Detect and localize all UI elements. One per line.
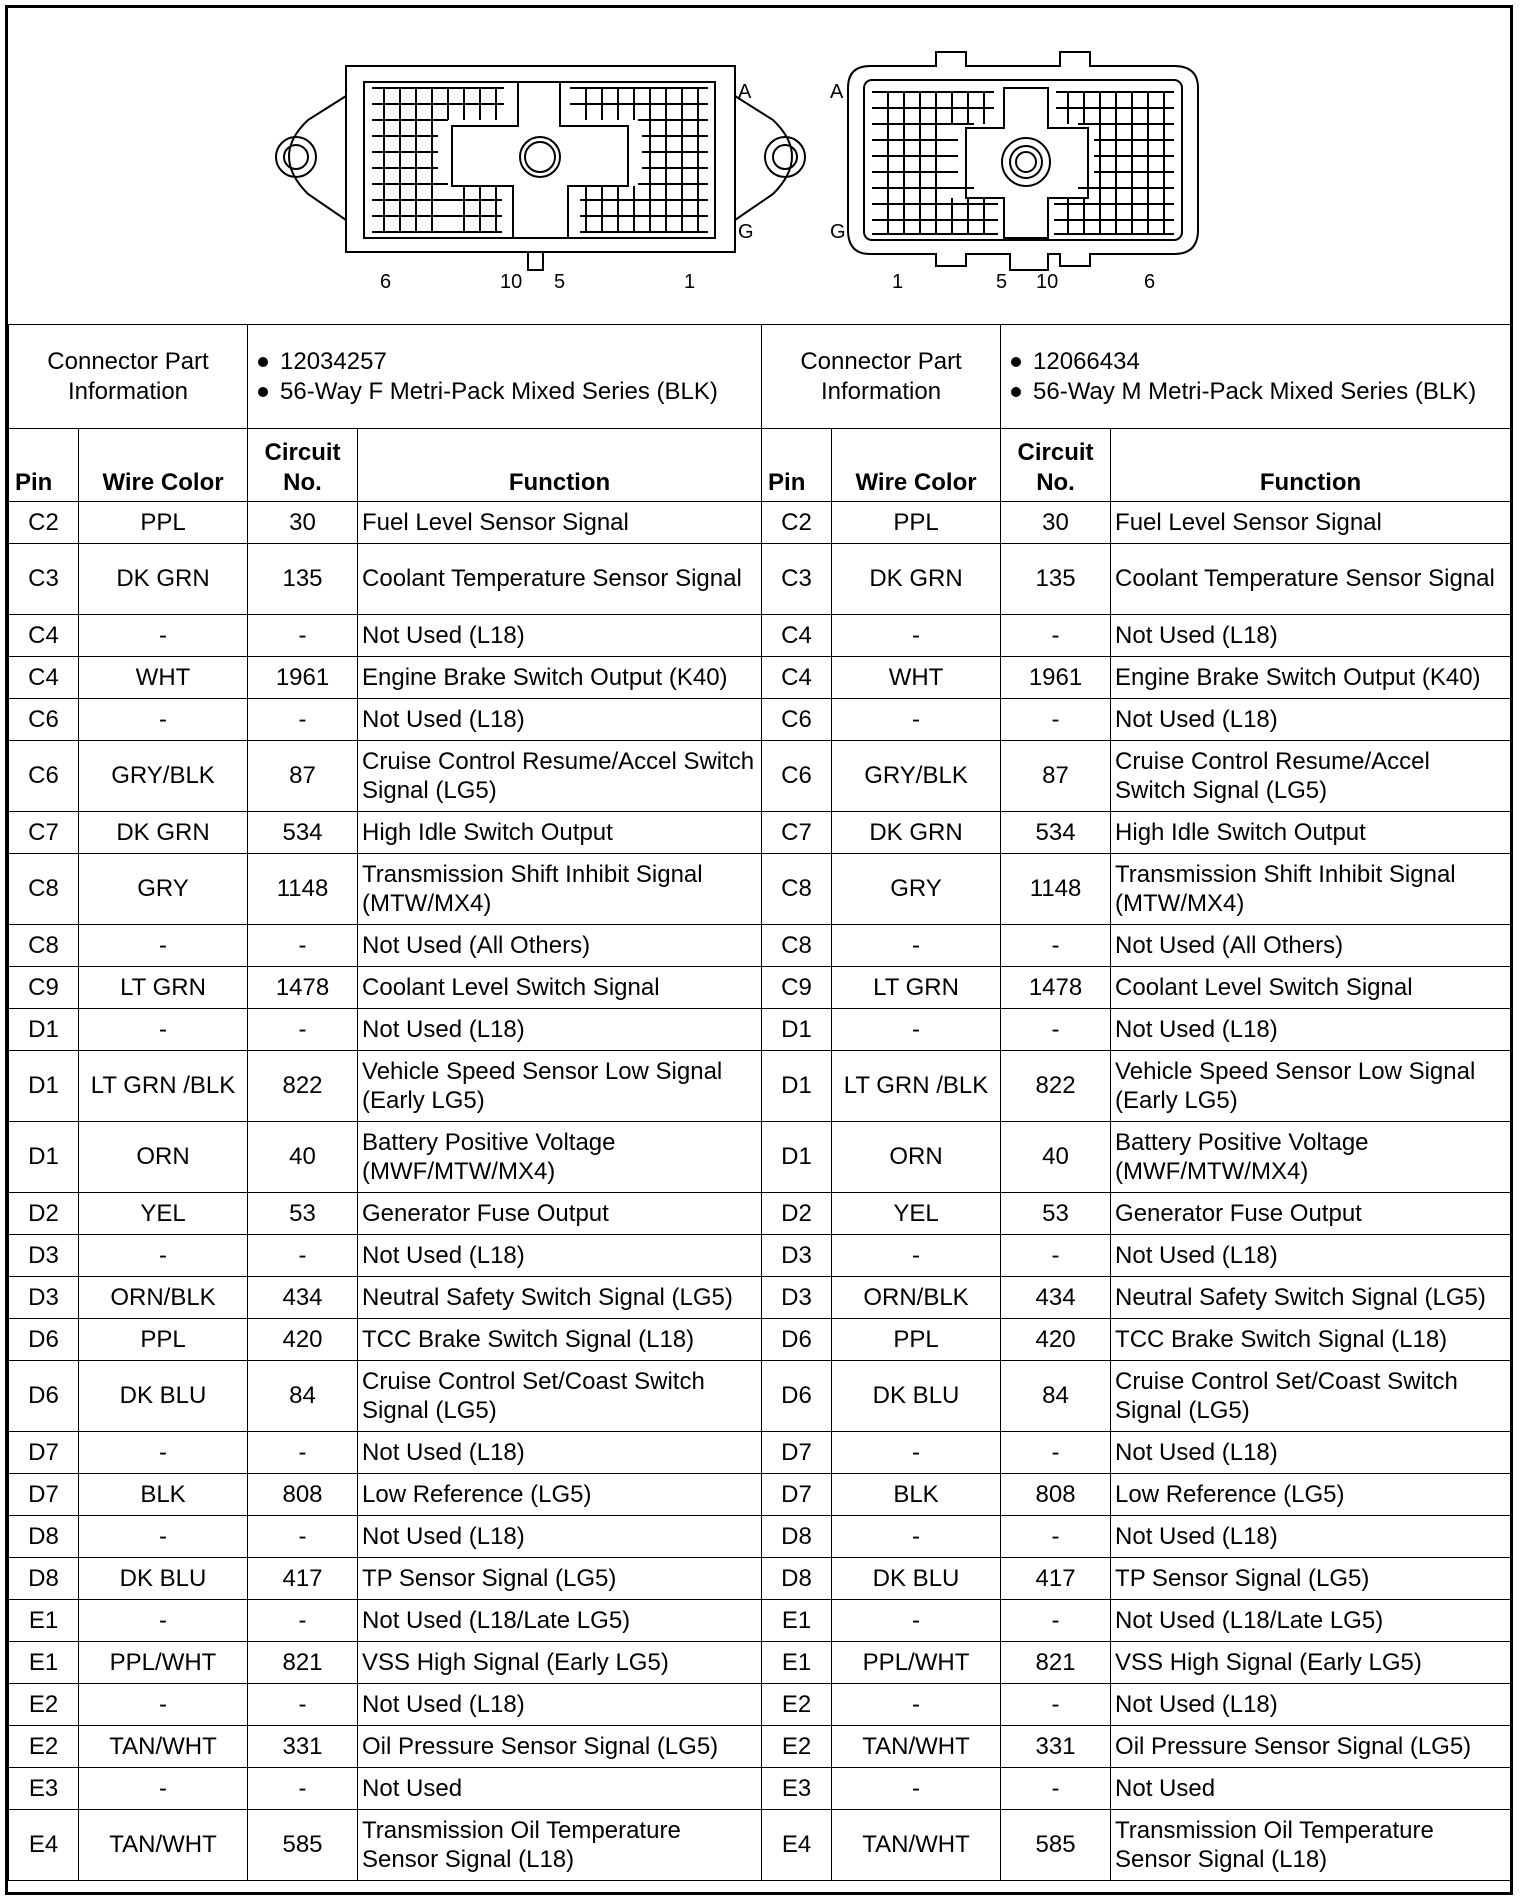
wire-color-cell: ORN — [79, 1122, 248, 1193]
function-cell: TP Sensor Signal (LG5) — [1111, 1558, 1511, 1600]
wire-color-cell: - — [832, 615, 1001, 657]
wire-color-cell: WHT — [79, 657, 248, 699]
function-cell: Neutral Safety Switch Signal (LG5) — [1111, 1277, 1511, 1319]
table-row — [9, 1361, 1511, 1432]
pin-cell: C6 — [762, 741, 832, 812]
pinout-table — [8, 324, 1511, 1881]
circuit-cell: - — [248, 615, 358, 657]
wire-color-cell: PPL — [79, 1319, 248, 1361]
wire-color-cell: GRY/BLK — [832, 741, 1001, 812]
circuit-cell: 534 — [1001, 812, 1111, 854]
circuit-cell: 1961 — [1001, 657, 1111, 699]
female-col-label: 1 — [684, 271, 696, 293]
pin-cell: C9 — [762, 967, 832, 1009]
function-cell: Oil Pressure Sensor Signal (LG5) — [358, 1726, 762, 1768]
wire-color-cell: - — [79, 1432, 248, 1474]
wire-color-cell: LT GRN /BLK — [832, 1051, 1001, 1122]
wire-color-cell: DK BLU — [832, 1361, 1001, 1432]
col-header-wire-color: Wire Color — [79, 429, 248, 502]
pin-cell: D6 — [9, 1361, 79, 1432]
pin-cell: C4 — [762, 615, 832, 657]
wire-color-cell: DK BLU — [832, 1558, 1001, 1600]
circuit-cell: 84 — [1001, 1361, 1111, 1432]
pin-cell: D7 — [9, 1432, 79, 1474]
wire-color-cell: - — [832, 1009, 1001, 1051]
function-cell: Not Used (L18) — [358, 1516, 762, 1558]
wire-color-cell: GRY — [832, 854, 1001, 925]
table-row — [9, 1319, 1511, 1361]
wire-color-cell: TAN/WHT — [832, 1726, 1001, 1768]
pin-cell: C4 — [762, 657, 832, 699]
circuit-cell: - — [1001, 1235, 1111, 1277]
circuit-cell: 821 — [1001, 1642, 1111, 1684]
function-cell: Coolant Temperature Sensor Signal — [1111, 544, 1511, 615]
wire-color-cell: - — [832, 699, 1001, 741]
wire-color-cell: - — [79, 1684, 248, 1726]
circuit-cell: - — [248, 1684, 358, 1726]
circuit-cell: 808 — [1001, 1474, 1111, 1516]
pin-cell: C2 — [9, 502, 79, 544]
table-row — [9, 1277, 1511, 1319]
circuit-cell: - — [248, 1432, 358, 1474]
wire-color-cell: - — [832, 1432, 1001, 1474]
function-cell: High Idle Switch Output — [1111, 812, 1511, 854]
function-cell: Not Used (All Others) — [358, 925, 762, 967]
circuit-cell: - — [248, 1235, 358, 1277]
table-row — [9, 1009, 1511, 1051]
wire-color-cell: - — [79, 1600, 248, 1642]
function-cell: Not Used (L18) — [358, 1009, 762, 1051]
pin-cell: C6 — [9, 699, 79, 741]
function-cell: TCC Brake Switch Signal (L18) — [1111, 1319, 1511, 1361]
function-cell: Not Used (L18) — [1111, 1432, 1511, 1474]
pin-cell: D3 — [762, 1277, 832, 1319]
pin-cell: C3 — [762, 544, 832, 615]
function-cell: Coolant Temperature Sensor Signal — [358, 544, 762, 615]
table-row — [9, 741, 1511, 812]
pin-cell: C2 — [762, 502, 832, 544]
function-cell: Battery Positive Voltage (MWF/MTW/MX4) — [1111, 1122, 1511, 1193]
connector-diagram-svg — [8, 8, 1510, 324]
function-cell: Cruise Control Resume/Accel Switch Signal (LG5) — [358, 741, 762, 812]
function-cell: TCC Brake Switch Signal (L18) — [358, 1319, 762, 1361]
table-row — [9, 657, 1511, 699]
part-description: 56-Way M Metri-Pack Mixed Series (BLK) — [1033, 377, 1504, 406]
pin-cell: D2 — [9, 1193, 79, 1235]
wire-color-cell: PPL/WHT — [832, 1642, 1001, 1684]
wire-color-cell: DK GRN — [79, 544, 248, 615]
circuit-cell: 331 — [248, 1726, 358, 1768]
wire-color-cell: - — [79, 1768, 248, 1810]
function-cell: Fuel Level Sensor Signal — [1111, 502, 1511, 544]
function-cell: TP Sensor Signal (LG5) — [358, 1558, 762, 1600]
circuit-cell: 417 — [1001, 1558, 1111, 1600]
female-col-label: 10 — [500, 271, 523, 293]
table-row — [9, 615, 1511, 657]
circuit-cell: 87 — [1001, 741, 1111, 812]
pin-cell: D3 — [762, 1235, 832, 1277]
function-cell: Coolant Level Switch Signal — [1111, 967, 1511, 1009]
wire-color-cell: TAN/WHT — [79, 1810, 248, 1881]
connector-info-right — [1001, 325, 1511, 429]
wire-color-cell: GRY — [79, 854, 248, 925]
pin-cell: D6 — [762, 1361, 832, 1432]
function-cell: Cruise Control Set/Coast Switch Signal (LG5) — [1111, 1361, 1511, 1432]
table-row — [9, 1474, 1511, 1516]
col-header-function: Function — [1111, 429, 1511, 502]
circuit-cell: 30 — [1001, 502, 1111, 544]
male-col-label: 1 — [892, 271, 904, 293]
wire-color-cell: LT GRN — [832, 967, 1001, 1009]
circuit-cell: - — [248, 699, 358, 741]
wire-color-cell: - — [79, 1235, 248, 1277]
wire-color-cell: DK GRN — [832, 544, 1001, 615]
wire-color-cell: LT GRN /BLK — [79, 1051, 248, 1122]
pin-cell: E2 — [762, 1726, 832, 1768]
circuit-cell: 135 — [248, 544, 358, 615]
pin-cell: E1 — [762, 1600, 832, 1642]
function-cell: Not Used (L18) — [358, 699, 762, 741]
circuit-cell: - — [1001, 615, 1111, 657]
function-cell: Fuel Level Sensor Signal — [358, 502, 762, 544]
wire-color-cell: - — [832, 1684, 1001, 1726]
function-cell: Engine Brake Switch Output (K40) — [1111, 657, 1511, 699]
table-row — [9, 502, 1511, 544]
circuit-cell: 434 — [248, 1277, 358, 1319]
circuit-cell: - — [1001, 1432, 1111, 1474]
pin-cell: D8 — [9, 1516, 79, 1558]
circuit-cell: 30 — [248, 502, 358, 544]
connector-info-row — [9, 325, 1511, 429]
pin-cell: D1 — [9, 1122, 79, 1193]
wire-color-cell: - — [79, 925, 248, 967]
table-row — [9, 1193, 1511, 1235]
wire-color-cell: - — [79, 1516, 248, 1558]
pin-cell: C9 — [9, 967, 79, 1009]
pin-cell: D1 — [762, 1122, 832, 1193]
circuit-cell: 585 — [1001, 1810, 1111, 1881]
function-cell: Not Used — [358, 1768, 762, 1810]
connector-diagrams — [8, 8, 1510, 324]
function-cell: Not Used (L18) — [1111, 1684, 1511, 1726]
circuit-cell: 1478 — [1001, 967, 1111, 1009]
circuit-cell: 821 — [248, 1642, 358, 1684]
function-cell: Not Used (L18) — [1111, 1235, 1511, 1277]
table-row — [9, 967, 1511, 1009]
wire-color-cell: ORN — [832, 1122, 1001, 1193]
pin-cell: E1 — [762, 1642, 832, 1684]
wire-color-cell: - — [832, 1768, 1001, 1810]
wire-color-cell: ORN/BLK — [79, 1277, 248, 1319]
wire-color-cell: TAN/WHT — [832, 1810, 1001, 1881]
pin-cell: C7 — [9, 812, 79, 854]
function-cell: Engine Brake Switch Output (K40) — [358, 657, 762, 699]
circuit-cell: 53 — [248, 1193, 358, 1235]
table-row — [9, 1122, 1511, 1193]
wire-color-cell: - — [79, 1009, 248, 1051]
wire-color-cell: PPL/WHT — [79, 1642, 248, 1684]
circuit-cell: 87 — [248, 741, 358, 812]
pin-cell: D8 — [762, 1558, 832, 1600]
female-connector-drawing — [276, 66, 805, 270]
circuit-cell: 1148 — [1001, 854, 1111, 925]
col-header-pin: Pin — [762, 429, 832, 502]
table-row — [9, 1768, 1511, 1810]
wire-color-cell: WHT — [832, 657, 1001, 699]
wire-color-cell: - — [832, 1600, 1001, 1642]
wire-color-cell: ORN/BLK — [832, 1277, 1001, 1319]
circuit-cell: - — [1001, 1600, 1111, 1642]
function-cell: Battery Positive Voltage (MWF/MTW/MX4) — [358, 1122, 762, 1193]
table-row — [9, 544, 1511, 615]
wire-color-cell: BLK — [79, 1474, 248, 1516]
part-number: 12066434 — [1033, 347, 1504, 376]
function-cell: Transmission Oil Temperature Sensor Signal (L18) — [1111, 1810, 1511, 1881]
pin-cell: D7 — [9, 1474, 79, 1516]
part-description: 56-Way F Metri-Pack Mixed Series (BLK) — [280, 377, 755, 406]
table-row — [9, 1051, 1511, 1122]
circuit-cell: - — [248, 1009, 358, 1051]
male-col-label: 6 — [1144, 271, 1156, 293]
col-header-circuit: Circuit No. — [248, 429, 358, 502]
pin-cell: C4 — [9, 615, 79, 657]
circuit-cell: - — [248, 1516, 358, 1558]
table-row — [9, 1810, 1511, 1881]
pin-cell: C6 — [762, 699, 832, 741]
pin-cell: C8 — [762, 925, 832, 967]
wire-color-cell: YEL — [79, 1193, 248, 1235]
circuit-cell: - — [248, 1600, 358, 1642]
function-cell: VSS High Signal (Early LG5) — [1111, 1642, 1511, 1684]
circuit-cell: 822 — [248, 1051, 358, 1122]
col-header-circuit: Circuit No. — [1001, 429, 1111, 502]
pin-cell: E2 — [762, 1684, 832, 1726]
function-cell: Transmission Shift Inhibit Signal (MTW/MX4) — [1111, 854, 1511, 925]
function-cell: Not Used (L18/Late LG5) — [1111, 1600, 1511, 1642]
wire-color-cell: - — [832, 1516, 1001, 1558]
circuit-cell: 1478 — [248, 967, 358, 1009]
function-cell: High Idle Switch Output — [358, 812, 762, 854]
function-cell: Transmission Shift Inhibit Signal (MTW/MX4) — [358, 854, 762, 925]
circuit-cell: 84 — [248, 1361, 358, 1432]
female-col-label: 5 — [554, 271, 566, 293]
circuit-cell: 40 — [248, 1122, 358, 1193]
pin-cell: E1 — [9, 1600, 79, 1642]
circuit-cell: 420 — [248, 1319, 358, 1361]
function-cell: Vehicle Speed Sensor Low Signal (Early LG5) — [358, 1051, 762, 1122]
pin-cell: D7 — [762, 1432, 832, 1474]
function-cell: Coolant Level Switch Signal — [358, 967, 762, 1009]
pin-cell: E3 — [762, 1768, 832, 1810]
male-col-label: 10 — [1036, 271, 1059, 293]
circuit-cell: 53 — [1001, 1193, 1111, 1235]
pin-cell: E4 — [9, 1810, 79, 1881]
male-col-label: 5 — [996, 271, 1008, 293]
function-cell: Not Used (All Others) — [1111, 925, 1511, 967]
pin-cell: E2 — [9, 1726, 79, 1768]
wire-color-cell: PPL — [79, 502, 248, 544]
circuit-cell: 585 — [248, 1810, 358, 1881]
wire-color-cell: PPL — [832, 502, 1001, 544]
circuit-cell: - — [248, 925, 358, 967]
col-header-function: Function — [358, 429, 762, 502]
circuit-cell: - — [1001, 1768, 1111, 1810]
table-row — [9, 1726, 1511, 1768]
table-row — [9, 1432, 1511, 1474]
pin-cell: D3 — [9, 1235, 79, 1277]
pin-cell: D2 — [762, 1193, 832, 1235]
pin-cell: E1 — [9, 1642, 79, 1684]
connector-info-label: Connector Part Information — [762, 325, 1001, 429]
part-number: 12034257 — [280, 347, 755, 376]
wire-color-cell: - — [832, 1235, 1001, 1277]
table-row — [9, 1558, 1511, 1600]
circuit-cell: 331 — [1001, 1726, 1111, 1768]
pin-cell: C8 — [9, 854, 79, 925]
connector-sheet — [5, 5, 1513, 1895]
circuit-cell: - — [1001, 1516, 1111, 1558]
table-row — [9, 1516, 1511, 1558]
circuit-cell: - — [1001, 1009, 1111, 1051]
function-cell: Oil Pressure Sensor Signal (LG5) — [1111, 1726, 1511, 1768]
table-row — [9, 1684, 1511, 1726]
column-header-row — [9, 429, 1511, 502]
function-cell: VSS High Signal (Early LG5) — [358, 1642, 762, 1684]
function-cell: Low Reference (LG5) — [1111, 1474, 1511, 1516]
female-row-bottom-label: G — [738, 221, 754, 243]
female-row-top-label: A — [738, 81, 752, 103]
function-cell: Not Used (L18) — [358, 615, 762, 657]
circuit-cell: - — [248, 1768, 358, 1810]
pin-cell: C8 — [9, 925, 79, 967]
pin-cell: C7 — [762, 812, 832, 854]
table-row — [9, 925, 1511, 967]
col-header-wire-color: Wire Color — [832, 429, 1001, 502]
pin-cell: C6 — [9, 741, 79, 812]
pin-cell: D7 — [762, 1474, 832, 1516]
wire-color-cell: - — [79, 699, 248, 741]
function-cell: Not Used (L18) — [1111, 615, 1511, 657]
male-connector-drawing — [848, 52, 1198, 270]
function-cell: Not Used (L18) — [1111, 699, 1511, 741]
function-cell: Low Reference (LG5) — [358, 1474, 762, 1516]
circuit-cell: 135 — [1001, 544, 1111, 615]
wire-color-cell: - — [832, 925, 1001, 967]
table-row — [9, 1600, 1511, 1642]
wire-color-cell: TAN/WHT — [79, 1726, 248, 1768]
circuit-cell: 1961 — [248, 657, 358, 699]
wire-color-cell: LT GRN — [79, 967, 248, 1009]
function-cell: Not Used — [1111, 1768, 1511, 1810]
pin-cell: D3 — [9, 1277, 79, 1319]
table-row — [9, 854, 1511, 925]
pin-cell: E2 — [9, 1684, 79, 1726]
function-cell: Not Used (L18) — [358, 1235, 762, 1277]
function-cell: Neutral Safety Switch Signal (LG5) — [358, 1277, 762, 1319]
male-row-top-label: A — [830, 81, 844, 103]
circuit-cell: 808 — [248, 1474, 358, 1516]
circuit-cell: - — [1001, 699, 1111, 741]
circuit-cell: - — [1001, 1684, 1111, 1726]
wire-color-cell: YEL — [832, 1193, 1001, 1235]
col-header-pin: Pin — [9, 429, 79, 502]
pin-cell: E3 — [9, 1768, 79, 1810]
pin-cell: D8 — [9, 1558, 79, 1600]
wire-color-cell: DK BLU — [79, 1558, 248, 1600]
function-cell: Not Used (L18) — [358, 1432, 762, 1474]
wire-color-cell: PPL — [832, 1319, 1001, 1361]
function-cell: Not Used (L18) — [1111, 1516, 1511, 1558]
pin-cell: D1 — [762, 1009, 832, 1051]
table-row — [9, 699, 1511, 741]
table-row — [9, 812, 1511, 854]
function-cell: Generator Fuse Output — [358, 1193, 762, 1235]
circuit-cell: 1148 — [248, 854, 358, 925]
wire-color-cell: - — [79, 615, 248, 657]
function-cell: Transmission Oil Temperature Sensor Signal (L18) — [358, 1810, 762, 1881]
pin-cell: D6 — [762, 1319, 832, 1361]
table-row — [9, 1235, 1511, 1277]
connector-info-left — [248, 325, 762, 429]
wire-color-cell: GRY/BLK — [79, 741, 248, 812]
wire-color-cell: DK GRN — [832, 812, 1001, 854]
function-cell: Not Used (L18) — [358, 1684, 762, 1726]
circuit-cell: 417 — [248, 1558, 358, 1600]
circuit-cell: 434 — [1001, 1277, 1111, 1319]
pin-cell: D1 — [762, 1051, 832, 1122]
function-cell: Vehicle Speed Sensor Low Signal (Early LG5) — [1111, 1051, 1511, 1122]
circuit-cell: 420 — [1001, 1319, 1111, 1361]
circuit-cell: - — [1001, 925, 1111, 967]
pin-cell: D1 — [9, 1051, 79, 1122]
connector-info-label: Connector Part Information — [9, 325, 248, 429]
wire-color-cell: BLK — [832, 1474, 1001, 1516]
pin-cell: D6 — [9, 1319, 79, 1361]
circuit-cell: 40 — [1001, 1122, 1111, 1193]
circuit-cell: 534 — [248, 812, 358, 854]
wire-color-cell: DK GRN — [79, 812, 248, 854]
pin-cell: C4 — [9, 657, 79, 699]
male-row-bottom-label: G — [830, 221, 846, 243]
circuit-cell: 822 — [1001, 1051, 1111, 1122]
pin-cell: D8 — [762, 1516, 832, 1558]
female-col-label: 6 — [380, 271, 392, 293]
function-cell: Cruise Control Set/Coast Switch Signal (LG5) — [358, 1361, 762, 1432]
pin-cell: C8 — [762, 854, 832, 925]
function-cell: Generator Fuse Output — [1111, 1193, 1511, 1235]
function-cell: Not Used (L18) — [1111, 1009, 1511, 1051]
table-row — [9, 1642, 1511, 1684]
pin-cell: D1 — [9, 1009, 79, 1051]
pin-cell: C3 — [9, 544, 79, 615]
function-cell: Cruise Control Resume/Accel Switch Signal (LG5) — [1111, 741, 1511, 812]
pin-cell: E4 — [762, 1810, 832, 1881]
function-cell: Not Used (L18/Late LG5) — [358, 1600, 762, 1642]
wire-color-cell: DK BLU — [79, 1361, 248, 1432]
